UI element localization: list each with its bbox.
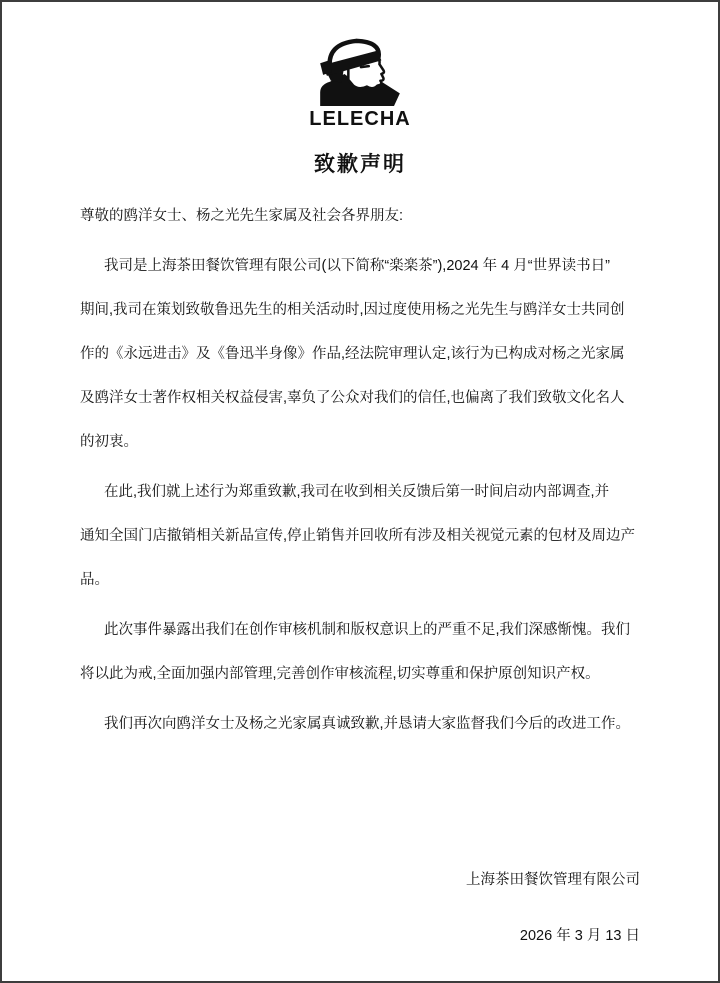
body-line: 我司是上海茶田餐饮管理有限公司(以下简称“楽楽茶”),2024 年 4 月“世界读书日” [104, 258, 610, 274]
logo [2, 38, 718, 130]
body-line: 此次事件暴露出我们在创作审核机制和版权意识上的严重不足,我们深感惭愧。我们 [104, 622, 631, 638]
body-line: 品。 [80, 572, 109, 588]
paragraph [80, 608, 640, 696]
body-line: 作的《永远进击》及《鲁迅半身像》作品,经法院审理认定,该行为已构成对杨之光家属 [80, 346, 625, 362]
logo-wordmark: LELECHA [309, 108, 411, 130]
paragraph [80, 470, 640, 602]
page-title: 致歉声明 [314, 153, 406, 176]
body-line: 在此,我们就上述行为郑重致歉,我司在收到相关反馈后第一时间启动内部调查,并 [104, 484, 610, 500]
letter-footer [2, 858, 718, 958]
body-line: 通知全国门店撤销相关新品宣传,停止销售并回收所有涉及相关视觉元素的包材及周边产 [80, 528, 636, 544]
body-line: 将以此为戒,全面加强内部管理,完善创作审核流程,切实尊重和保护原创知识产权。 [80, 666, 600, 682]
apology-body [80, 244, 640, 746]
paragraph [80, 702, 640, 746]
body-line: 的初衷。 [80, 434, 138, 450]
company-signature: 上海茶田餐饮管理有限公司 [466, 872, 640, 888]
boy-with-beret-icon [317, 38, 403, 106]
body-line: 及鸥洋女士著作权相关权益侵害,辜负了公众对我们的信任,也偏离了我们致敬文化名人 [80, 390, 625, 406]
letter-content [2, 194, 718, 746]
body-line: 期间,我司在策划致敬鲁迅先生的相关活动时,因过度使用杨之光先生与鸥洋女士共同创 [80, 302, 625, 318]
body-line: 我们再次向鸥洋女士及杨之光家属真诚致歉,并恳请大家监督我们今后的改进工作。 [104, 716, 631, 732]
letter-date: 2026 年 3 月 13 日 [519, 928, 640, 944]
salutation: 尊敬的鸥洋女士、杨之光先生家属及社会各界朋友: [80, 208, 404, 224]
paragraph [80, 244, 640, 464]
